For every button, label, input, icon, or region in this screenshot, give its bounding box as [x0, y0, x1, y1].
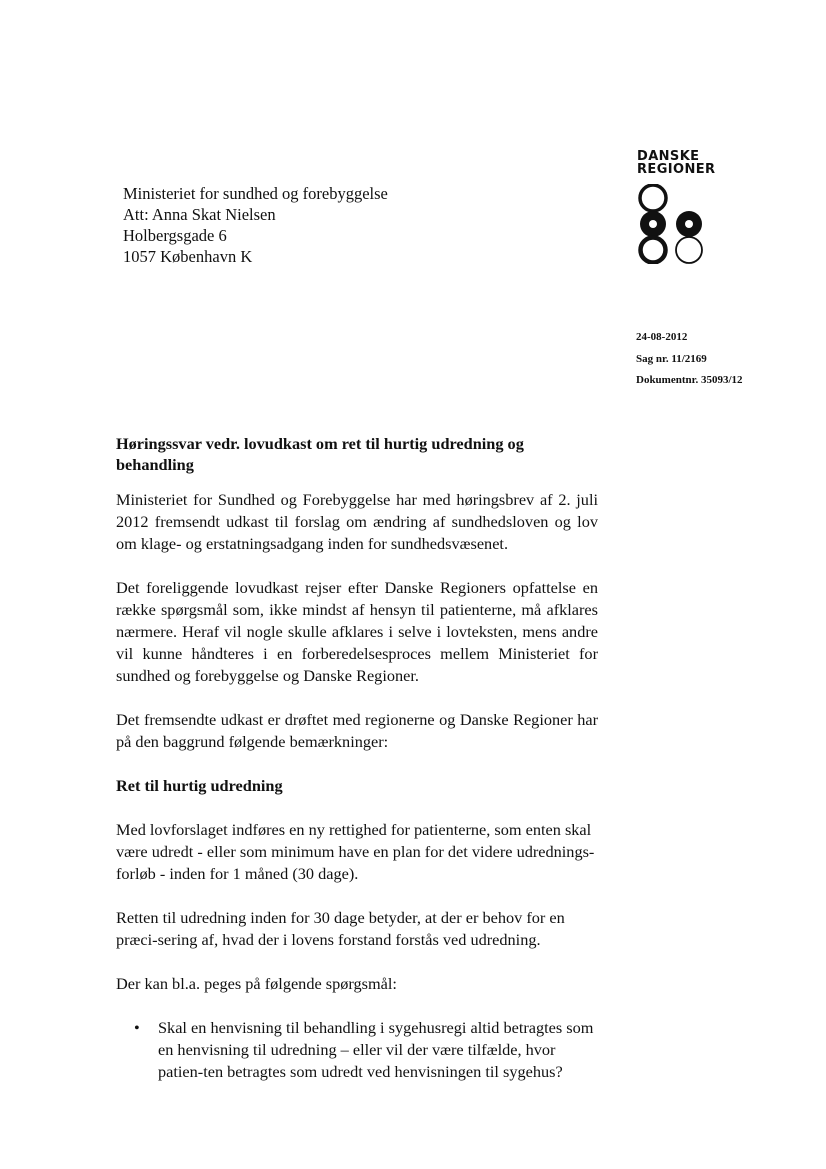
paragraph: Retten til udredning inden for 30 dage betyder, at der er behov for en præci-sering af, hvad der i lovens forstand forstås ved udredning. [116, 908, 565, 949]
document-meta [636, 327, 743, 392]
address-line: 1057 København K [123, 247, 253, 266]
paragraph: Ministeriet for Sundhed og Forebyggelse har med høringsbrev af 2. juli 2012 fremsendt udkast til forslag om ændring af sundhedsloven og lov om klage- og erstatningsadgang inden for sundhedsvæsenet. [116, 490, 598, 553]
section-heading: Ret til hurtig udredning [116, 776, 283, 795]
paragraph: Med lovforslaget indføres en ny rettighed for patienterne, som enten skal være udredt - eller som minimum have en plan for det videre udrednings-forløb - inden for 1 måned (30 dage). [116, 820, 595, 883]
logo-text-line1: DANSKE [637, 149, 700, 164]
bullet-icon: • [134, 1018, 140, 1037]
list-item-text: Skal en henvisning til behandling i sygehusregi altid betragtes som en henvisning til udredning – eller vil der være tilfælde, hvor patien-ten betragtes som udredt ved henvisningen til sygehus? [158, 1018, 594, 1081]
logo-text-line2: REGIONER [637, 162, 716, 177]
list-item [116, 1017, 598, 1083]
question-list [116, 1017, 598, 1083]
paragraph: Det foreliggende lovudkast rejser efter Danske Regioners opfattelse en række spørgsmål som, ikke mindst af hensyn til patienterne, må afklares nærmere. Heraf vil nogle skulle afklares i selve i lovteksten, mens andre vil kunne håndteres i en forberedelsesproces mellem Ministeriet for sundhed og forebyggelse og Danske Regioner. [116, 578, 598, 685]
letter-heading: Høringssvar vedr. lovudkast om ret til hurtig udredning og behandling [116, 434, 524, 474]
address-line: Ministeriet for sundhed og forebyggelse [123, 184, 388, 203]
paragraph: Der kan bl.a. peges på følgende spørgsmål: [116, 974, 397, 993]
letter-body [116, 433, 598, 1083]
logo-circles-icon [637, 184, 709, 264]
document-number: Dokumentnr. 35093/12 [636, 374, 743, 386]
danske-regioner-logo [637, 150, 717, 264]
paragraph: Det fremsendte udkast er drøftet med regionerne og Danske Regioner har på den baggrund følgende bemærkninger: [116, 710, 598, 751]
document-date: 24-08-2012 [636, 331, 688, 343]
address-line: Holbergsgade 6 [123, 226, 227, 245]
case-number: Sag nr. 11/2169 [636, 352, 707, 365]
address-line: Att: Anna Skat Nielsen [123, 205, 276, 224]
recipient-address [123, 183, 388, 267]
